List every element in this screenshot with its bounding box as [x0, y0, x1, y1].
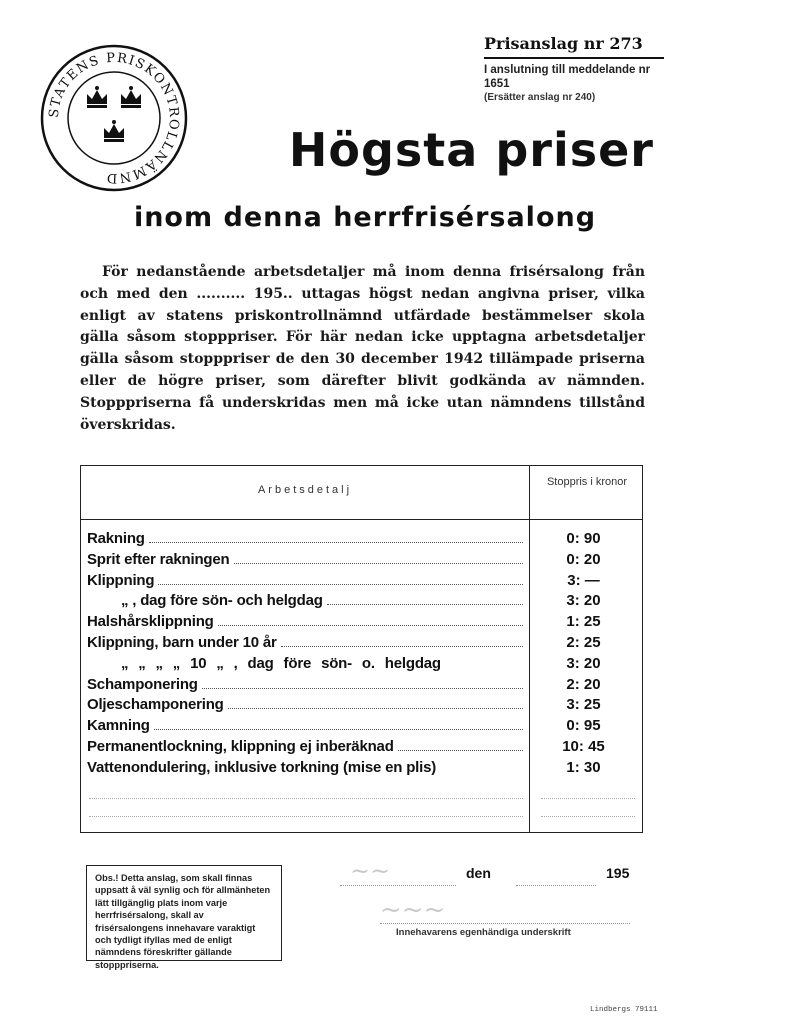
- row-label: Vattenondulering, inklusive torkning (mise en plis): [87, 758, 437, 776]
- ersatter-note: (Ersätter anslag nr 240): [484, 92, 596, 103]
- row-label: Halshårsklippning: [87, 613, 214, 631]
- year-label: 195: [606, 865, 630, 881]
- intro-paragraph: [80, 262, 645, 436]
- den-label: den: [466, 865, 491, 881]
- table-row: [87, 529, 640, 550]
- row-price: 10: 45: [562, 737, 605, 755]
- row-label: Klippning, barn under 10 år: [87, 633, 277, 651]
- row-price: 3: 20: [566, 592, 601, 610]
- table-row: [87, 695, 640, 716]
- table-row: [87, 716, 640, 737]
- header-info: [484, 34, 664, 104]
- row-label: „ , dag före sön- och helgdag: [121, 592, 323, 610]
- table-row: [87, 758, 640, 779]
- column-header-stoppris: Stoppris i kronor: [546, 476, 628, 488]
- row-label: Kamning: [87, 717, 150, 735]
- crown-icon: [121, 86, 141, 108]
- row-label: Oljeschamponering: [87, 696, 224, 714]
- row-price: 3: 20: [566, 654, 601, 672]
- row-label: Sprit efter rakningen: [87, 550, 230, 568]
- row-label: Rakning: [87, 530, 145, 547]
- table-row: [87, 571, 640, 592]
- crown-icon: [104, 120, 124, 142]
- row-label: Schamponering: [87, 675, 198, 693]
- handwritten-signature: ~~~: [380, 895, 446, 925]
- header-divider: [81, 519, 642, 520]
- row-label: „ „ „ „ 10 „ , dag före sön- o. helgdag: [121, 654, 441, 672]
- page-title: Högsta priser: [288, 123, 654, 177]
- column-header-arbetsdetalj: Arbetsdetalj: [257, 484, 353, 496]
- empty-row-line: [89, 816, 523, 817]
- seal-text: STATENS PRISKONTROLLNÄMND: [46, 50, 182, 186]
- empty-price-line: [541, 798, 635, 799]
- price-rows: [87, 529, 640, 779]
- row-price: 3: 25: [566, 696, 601, 714]
- row-price: 0: 90: [566, 530, 601, 547]
- crown-icon: [87, 86, 107, 108]
- seal-emblem: [40, 44, 188, 192]
- intro-text: För nedanstående arbetsdetaljer må inom denna frisérsalong från och med den .......... 195.. uttagas högst nedan angivna priser, vilka enligt av statens priskontrollnämnd utfärdade bestämmelser skola gälla såsom stopppriser. För här nedan icke upptagna arbetsdetaljer gälla såsom stopppriser de den 30 december 1942 tillämpade priserna eller de högre priser, som därefter blivit godkända av nämnden. Stopppriserna få underskridas men må icke utan nämndens tillstånd överskridas.: [80, 264, 645, 433]
- row-price: 2: 20: [566, 675, 601, 693]
- row-price: 0: 95: [566, 717, 601, 735]
- signature-area: [330, 855, 670, 955]
- obs-notice: Obs.! Detta anslag, som skall finnas uppsatt å väl synlig och för allmänheten lätt tillgänglig plats inom varje herrfrisérsalong, skall av frisérsalongens innehavare varaktigt och tydligt ifyllas med de enligt nämndens föreskrifter gällande stopppriserna.: [86, 865, 282, 961]
- row-label: Permanentlockning, klippning ej inberäknad: [87, 737, 394, 755]
- row-price: 1: 25: [566, 613, 601, 631]
- page-subtitle: inom denna herrfrisérsalong: [133, 202, 597, 233]
- empty-price-line: [541, 816, 635, 817]
- table-row: [87, 612, 640, 633]
- signature-label: Innehavarens egenhändiga underskrift: [396, 927, 571, 938]
- prisanslag-number: Prisanslag nr 273: [484, 34, 664, 59]
- table-row: [87, 633, 640, 654]
- signature-line: [380, 923, 630, 924]
- empty-row-line: [89, 798, 523, 799]
- place-line: [340, 885, 456, 886]
- row-price: 3: —: [567, 571, 600, 589]
- handwritten-place: ~~: [350, 857, 391, 885]
- printer-mark: Lindbergs 79111: [590, 1006, 658, 1014]
- table-row: [87, 654, 640, 675]
- row-price: 0: 20: [566, 550, 601, 568]
- table-row: [87, 591, 640, 612]
- meddelande-reference: I anslutning till meddelande nr 1651: [484, 64, 651, 90]
- table-row: [87, 737, 640, 758]
- row-price: 1: 30: [566, 758, 601, 776]
- date-line: [516, 885, 596, 886]
- row-label: Klippning: [87, 571, 155, 589]
- row-price: 2: 25: [566, 633, 601, 651]
- price-table: [80, 465, 643, 833]
- table-row: [87, 550, 640, 571]
- table-row: [87, 675, 640, 696]
